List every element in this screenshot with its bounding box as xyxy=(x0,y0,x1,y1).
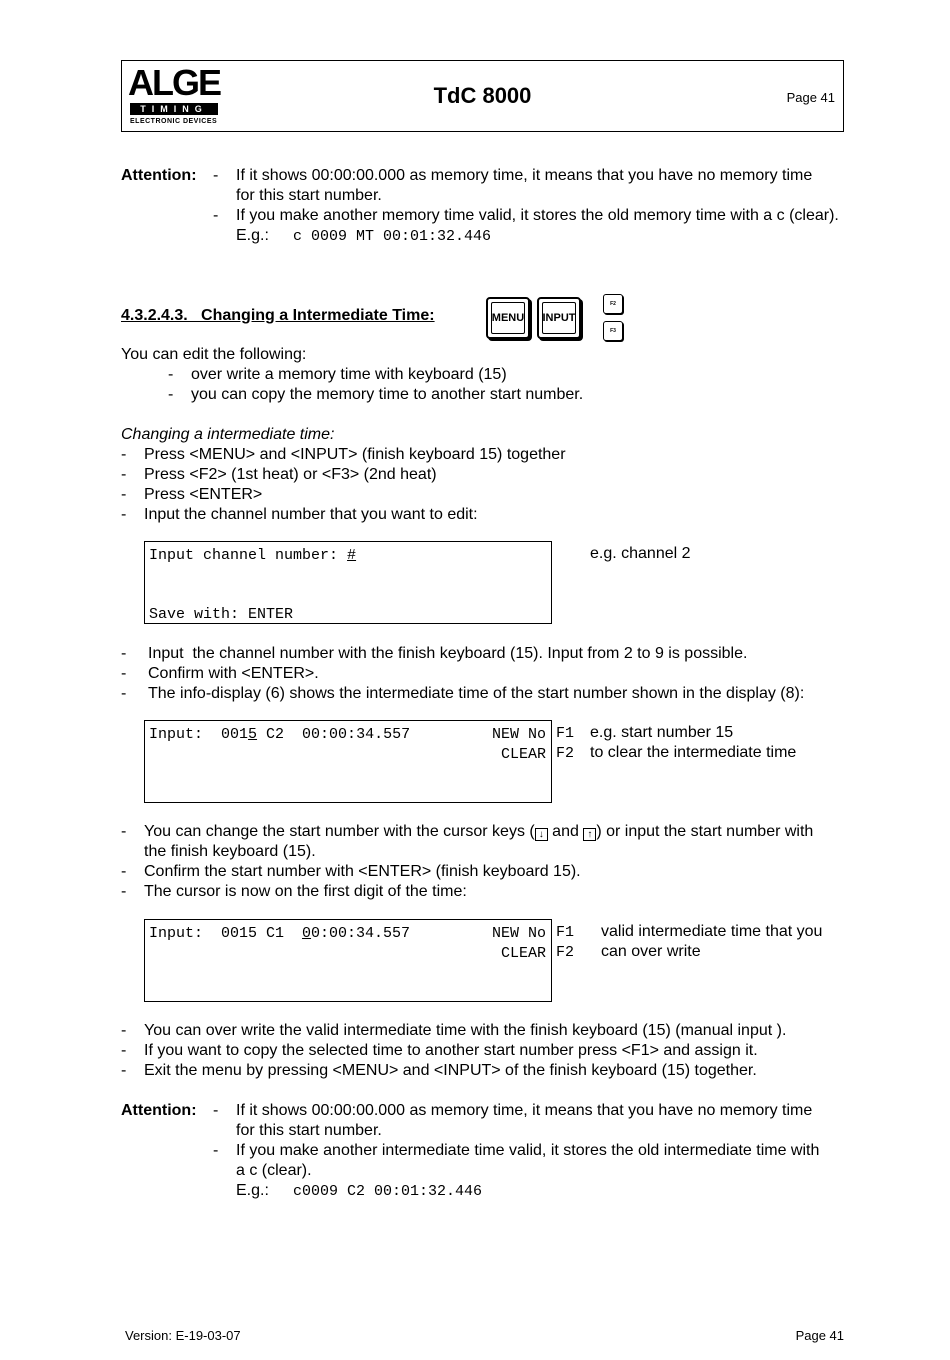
eg-label: E.g.: xyxy=(236,227,269,244)
logo-band: TIMING xyxy=(130,103,218,115)
list-item: You can change the start number with the cursor keys ( ↓ and ↑ ) or input the start number with xyxy=(144,823,814,840)
list-item: Press <F2> (1st heat) or <F3> (2nd heat) xyxy=(144,466,437,483)
f3-key-icon xyxy=(603,321,623,341)
list-item: you can copy the memory time to another start number. xyxy=(191,386,584,403)
display-line: Input: 0015 C2 00:00:34.557 xyxy=(149,726,411,743)
bullet-dash: - xyxy=(121,486,127,503)
f3-key-label: F3 xyxy=(610,328,616,334)
header-page-number: Page 41 xyxy=(786,90,835,105)
bullet-dash: - xyxy=(121,1022,127,1039)
display-cursor: # xyxy=(347,547,357,564)
bullet-dash: - xyxy=(213,1102,219,1119)
bullet-dash: - xyxy=(121,883,127,900)
steps-title: Changing a intermediate time: xyxy=(121,426,335,443)
display-line: Input channel number: # xyxy=(149,547,357,564)
display-cursor: 5 xyxy=(248,726,258,743)
eg-code: c 0009 MT 00:01:32.446 xyxy=(293,228,492,245)
document-title: TdC 8000 xyxy=(433,83,532,108)
list-item: Press <MENU> and <INPUT> (finish keyboard 15) together xyxy=(144,446,566,463)
bullet-dash: - xyxy=(168,366,174,383)
display-line: Input: 0015 C1 00:00:34.557 xyxy=(149,925,411,942)
fkey-label: F2 xyxy=(556,944,575,961)
input-key-icon xyxy=(537,297,581,339)
display-box-channel xyxy=(144,541,552,624)
display-note: can over write xyxy=(601,943,701,960)
bullet-dash: - xyxy=(121,863,127,880)
display-box-start-number xyxy=(144,720,552,803)
list-item: You can over write the valid intermediate time with the finish keyboard (15) (manual input ). xyxy=(144,1022,787,1039)
intro-text: You can edit the following: xyxy=(121,346,307,363)
bullet-dash: - xyxy=(213,167,219,184)
bullet-dash: - xyxy=(121,506,127,523)
display-softkey-label: NEW No xyxy=(491,925,546,942)
list-item: Exit the menu by pressing <MENU> and <INPUT> of the finish keyboard (15) together. xyxy=(144,1062,757,1079)
menu-key-icon xyxy=(486,297,530,339)
list-item: the finish keyboard (15). xyxy=(144,843,316,860)
bullet-dash: - xyxy=(121,466,127,483)
bullet-dash: - xyxy=(168,386,174,403)
list-item: Confirm with <ENTER>. xyxy=(148,665,319,682)
f2-key-label: F2 xyxy=(610,301,616,307)
bullet-dash: - xyxy=(213,207,219,224)
display-line: Save with: ENTER xyxy=(149,606,294,623)
logo-subtitle: ELECTRONIC DEVICES xyxy=(130,118,218,125)
list-item: Input the channel number with the finish keyboard (15). Input from 2 to 9 is possible. xyxy=(148,645,748,662)
cursor-up-key-icon: ↑ xyxy=(583,828,596,841)
attention-text: If it shows 00:00:00.000 as memory time, it means that you have no memory time xyxy=(236,167,813,184)
bullet-dash: - xyxy=(121,446,127,463)
display-note: to clear the intermediate time xyxy=(590,744,797,761)
list-item: The info-display (6) shows the intermediate time of the start number shown in the display (8): xyxy=(148,685,805,702)
cursor-down-key-icon: ↓ xyxy=(535,828,548,841)
bullet-dash: - xyxy=(121,645,127,662)
display-note: e.g. start number 15 xyxy=(590,724,734,741)
display-note: e.g. channel 2 xyxy=(590,545,691,562)
attention-text: a c (clear). xyxy=(236,1162,312,1179)
list-item: Input the channel number that you want to edit: xyxy=(144,506,478,523)
section-heading: 4.3.2.4.3. Changing a Intermediate Time: xyxy=(121,307,435,324)
attention-text: for this start number. xyxy=(236,1122,382,1139)
eg-label: E.g.: xyxy=(236,1182,269,1199)
fkey-label: F1 xyxy=(556,725,575,742)
list-item: over write a memory time with keyboard (15) xyxy=(191,366,507,383)
list-item: Confirm the start number with <ENTER> (finish keyboard 15). xyxy=(144,863,581,880)
footer-page-number: Page 41 xyxy=(795,1328,844,1343)
display-softkey-label: CLEAR xyxy=(500,945,546,962)
f2-key-icon xyxy=(603,294,623,314)
attention-text: If it shows 00:00:00.000 as memory time, it means that you have no memory time xyxy=(236,1102,813,1119)
bullet-dash: - xyxy=(121,665,127,682)
display-box-time xyxy=(144,919,552,1002)
bullet-dash: - xyxy=(213,1142,219,1159)
attention-text: for this start number. xyxy=(236,187,382,204)
list-item: If you want to copy the selected time to another start number press <F1> and assign it. xyxy=(144,1042,758,1059)
attention-label: Attention: xyxy=(121,167,197,184)
page-header xyxy=(121,60,844,132)
display-cursor: 0 xyxy=(302,925,312,942)
menu-key-label: MENU xyxy=(491,312,525,324)
list-item: The cursor is now on the first digit of the time: xyxy=(144,883,467,900)
display-softkey-label: NEW No xyxy=(491,726,546,743)
attention-text: If you make another memory time valid, it stores the old memory time with a c (clear). xyxy=(236,207,839,224)
list-item: Press <ENTER> xyxy=(144,486,263,503)
display-note: valid intermediate time that you xyxy=(601,923,823,940)
display-softkey-label: CLEAR xyxy=(500,746,546,763)
attention-label: Attention: xyxy=(121,1102,197,1119)
fkey-label: F2 xyxy=(556,745,575,762)
input-key-label: INPUT xyxy=(542,312,576,324)
bullet-dash: - xyxy=(121,1042,127,1059)
footer-version: Version: E-19-03-07 xyxy=(125,1328,241,1343)
attention-text: If you make another intermediate time valid, it stores the old intermediate time with xyxy=(236,1142,820,1159)
bullet-dash: - xyxy=(121,1062,127,1079)
logo-wordmark: ALGE xyxy=(128,62,221,103)
fkey-label: F1 xyxy=(556,924,575,941)
bullet-dash: - xyxy=(121,685,127,702)
eg-code: c0009 C2 00:01:32.446 xyxy=(293,1183,483,1200)
bullet-dash: - xyxy=(121,823,127,840)
